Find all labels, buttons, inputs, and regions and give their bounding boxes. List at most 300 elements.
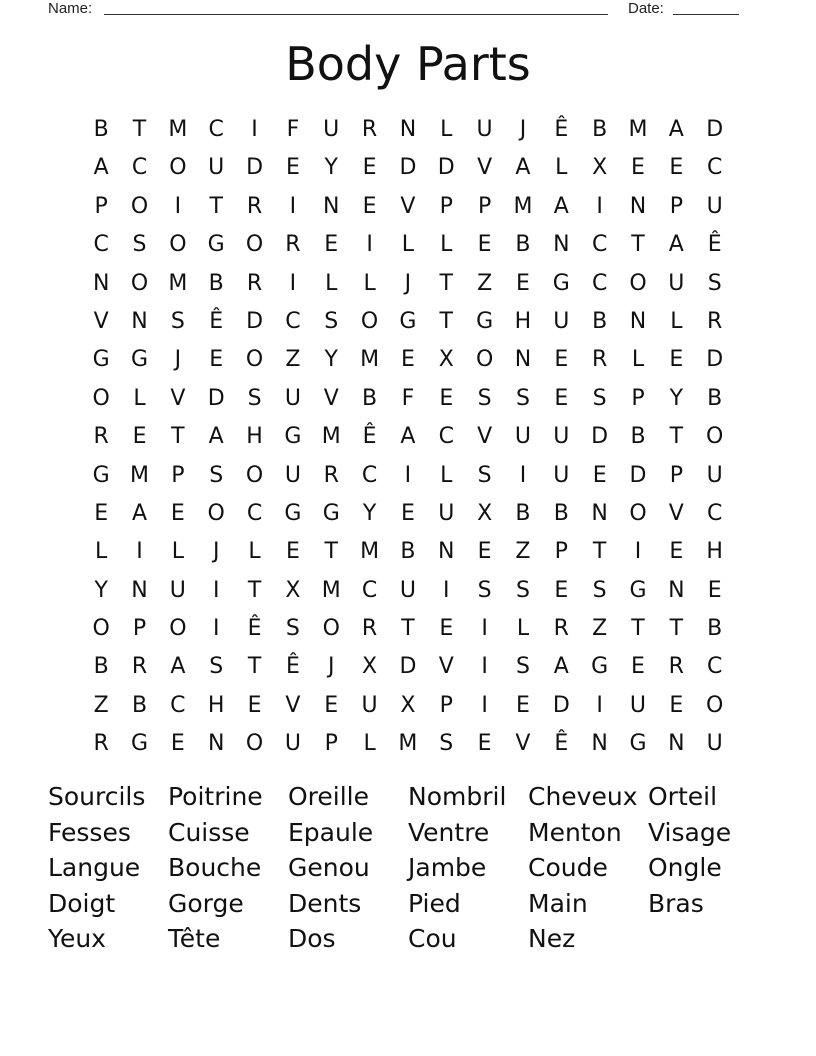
grid-letter: E [400,500,415,526]
grid-letter: Ê [209,308,224,334]
grid-letter: S [170,308,185,334]
grid-row [82,457,734,495]
grid-letter: L [95,539,108,565]
grid-letter: T [439,308,453,334]
grid-letter: E [631,155,645,181]
grid-letter: E [707,577,722,603]
grid-letter: U [438,500,455,526]
grid-letter: P [132,616,147,642]
grid-letter: I [596,692,603,718]
grid-letter: L [363,270,376,296]
word-list-item: Menton [528,817,622,847]
grid-row [82,610,734,648]
grid-letter: U [284,462,301,488]
grid-letter: B [553,500,569,526]
grid-letter: U [668,270,685,296]
grid-letter: C [170,692,186,718]
word-list-item: Langue [48,853,141,883]
grid-letter: T [669,424,684,450]
grid-row [82,380,734,418]
grid-letter: G [399,308,417,334]
word-list-item: Ventre [408,817,490,847]
grid-letter: M [628,117,648,142]
word-list-item: Ongle [648,853,722,883]
grid-letter: I [289,193,297,219]
grid-letter: G [322,500,340,526]
grid-letter: L [440,462,453,488]
grid-letter: I [212,577,220,603]
grid-row [82,533,734,571]
grid-letter: L [440,117,453,142]
grid-letter: G [629,577,647,603]
grid-letter: R [93,731,109,757]
grid-letter: A [400,424,416,450]
grid-letter: D [207,385,225,411]
grid-letter: L [670,308,683,334]
grid-letter: T [132,117,147,142]
word-list [48,779,778,957]
grid-letter: E [209,347,224,373]
word-list-item: Genou [288,853,370,883]
word-list-item: Jambe [408,853,487,883]
grid-letter: L [516,616,530,642]
grid-letter: G [92,462,110,488]
grid-letter: O [207,500,225,526]
grid-letter: N [668,577,685,603]
word-list-item: Gorge [168,888,244,918]
grid-letter: Y [669,385,684,411]
grid-letter: O [169,616,187,642]
grid-letter: E [247,692,262,718]
grid-letter: D [706,117,724,142]
grid-letter: G [130,347,149,373]
grid-letter: E [400,347,415,373]
grid-letter: P [439,692,453,718]
grid-letter: I [136,539,143,565]
grid-letter: V [285,692,301,718]
grid-letter: G [591,654,609,680]
grid-letter: E [477,232,492,258]
grid-letter: C [285,308,301,334]
grid-letter: N [323,193,340,219]
grid-letter: L [555,155,568,181]
grid-letter: G [476,308,494,334]
grid-letter: O [706,692,724,718]
grid-letter: U [706,462,723,488]
grid-letter: P [554,539,568,565]
grid-letter: B [707,616,723,642]
grid-letter: S [209,462,224,488]
grid-letter: E [516,692,530,718]
grid-letter: E [132,424,147,450]
grid-letter: V [477,424,493,450]
grid-letter: V [668,500,684,526]
grid-letter: T [592,539,607,565]
grid-letter: S [209,654,224,680]
grid-row [82,725,734,763]
grid-letter: E [592,462,607,488]
grid-letter: U [553,308,570,334]
grid-letter: Z [93,692,109,718]
word-list-item: Cheveux [528,782,638,811]
word-list-item: Dos [288,924,336,954]
grid-letter: R [246,193,263,219]
grid-letter: N [438,539,455,565]
grid-letter: J [327,654,335,680]
grid-letter: E [669,155,684,181]
grid-letter: S [132,232,147,258]
grid-letter: U [361,692,378,718]
grid-letter: O [92,616,110,642]
grid-row [82,341,734,379]
grid-letter: R [93,424,109,450]
grid-letter: L [248,539,261,565]
name-label: Name: [48,0,93,17]
grid-letter: C [361,577,378,603]
grid-row [82,687,734,725]
grid-letter: U [553,462,570,488]
grid-letter: B [93,117,109,142]
grid-letter: U [706,731,723,757]
header-row [48,0,768,20]
grid-letter: S [592,385,607,411]
grid-letter: B [592,117,608,142]
grid-letter: I [212,616,220,642]
grid-row [82,265,734,303]
grid-letter: H [706,539,723,565]
grid-letter: F [286,117,300,142]
grid-row [82,303,734,341]
grid-letter: S [707,270,722,296]
grid-letter: N [553,232,570,258]
grid-letter: J [404,270,412,296]
grid-letter: I [481,692,488,718]
grid-letter: G [130,731,149,757]
grid-letter: A [668,117,684,142]
grid-letter: N [591,500,608,526]
grid-letter: O [130,270,149,296]
grid-letter: P [477,193,492,219]
grid-letter: C [706,500,723,526]
grid-letter: U [514,424,531,450]
grid-letter: C [706,654,723,680]
grid-letter: S [477,462,492,488]
grid-letter: R [707,308,723,334]
grid-letter: I [634,539,642,565]
grid-letter: D [437,155,455,181]
grid-letter: A [553,654,569,680]
grid-letter: N [207,731,225,757]
grid-letter: D [591,424,609,450]
grid-letter: E [554,577,569,603]
grid-letter: B [515,500,531,526]
word-list-item: Cou [408,924,457,954]
grid-letter: V [323,385,339,411]
grid-letter: V [400,193,416,219]
grid-letter: E [477,731,492,757]
grid-letter: E [554,385,569,411]
grid-letter: C [438,424,454,450]
grid-letter: A [668,232,684,258]
grid-letter: C [93,232,109,258]
grid-letter: V [170,385,186,411]
word-list-item: Visage [648,817,732,847]
grid-letter: D [246,308,264,334]
grid-letter: L [325,270,338,296]
word-search-grid [82,111,734,764]
grid-row [82,188,734,226]
grid-letter: G [207,232,225,258]
grid-letter: D [629,462,647,488]
grid-letter: V [515,731,531,757]
grid-letter: X [285,577,301,603]
grid-letter: B [630,424,646,450]
word-list-item: Epaule [288,817,374,847]
grid-letter: A [131,500,148,526]
grid-letter: A [93,155,109,181]
grid-letter: N [399,117,417,142]
grid-letter: M [168,270,188,296]
grid-letter: I [174,193,182,219]
word-list-item: Oreille [288,782,370,811]
grid-letter: B [362,385,378,411]
grid-letter: O [245,232,264,258]
grid-letter: E [669,347,684,373]
grid-letter: P [669,462,683,488]
grid-letter: Z [592,616,608,642]
grid-letter: S [477,577,492,603]
grid-letter: B [131,692,148,718]
grid-letter: R [553,616,569,642]
grid-letter: J [174,347,182,373]
name-line [104,14,608,15]
grid-letter: R [246,270,263,296]
grid-letter: I [519,462,527,488]
grid-letter: E [324,692,339,718]
grid-letter: R [131,654,148,680]
grid-letter: Ê [285,654,300,680]
grid-letter: T [247,654,262,680]
grid-letter: E [170,731,185,757]
page-title: Body Parts [285,37,531,91]
grid-letter: E [669,692,684,718]
grid-letter: O [245,462,264,488]
grid-letter: G [552,270,570,296]
grid-letter: Z [285,347,301,373]
word-list-item: Main [528,888,588,918]
grid-letter: C [591,270,608,296]
grid-letter: E [631,654,645,680]
grid-letter: S [477,385,492,411]
grid-letter: E [285,539,300,565]
grid-letter: D [399,654,417,680]
grid-letter: M [398,731,418,757]
grid-letter: G [284,424,302,450]
grid-letter: H [246,424,263,450]
word-list-item: Tête [168,924,221,954]
grid-letter: A [208,424,224,450]
grid-letter: S [324,308,339,334]
word-list-item: Coude [528,853,608,883]
grid-row [82,111,734,149]
grid-letter: L [401,232,415,258]
grid-row [82,495,734,533]
grid-letter: O [245,347,264,373]
word-list-item: Doigt [48,888,116,918]
grid-letter: B [515,232,531,258]
grid-letter: L [440,232,453,258]
grid-letter: C [361,462,378,488]
grid-letter: D [399,155,417,181]
grid-letter: R [285,232,301,258]
grid-letter: R [361,616,378,642]
grid-letter: V [93,308,109,334]
grid-letter: G [92,347,110,373]
grid-letter: O [245,731,264,757]
grid-letter: Ê [247,616,262,642]
grid-letter: C [591,232,608,258]
grid-letter: E [669,539,684,565]
grid-letter: T [171,424,185,450]
grid-letter: N [668,731,685,757]
grid-letter: N [629,308,647,334]
grid-letter: G [629,731,647,757]
grid-letter: N [591,731,608,757]
grid-letter: Z [515,539,531,565]
grid-letter: U [706,193,723,219]
grid-letter: X [362,654,378,680]
grid-letter: N [92,270,110,296]
grid-letter: U [208,155,225,181]
grid-letter: P [171,462,185,488]
grid-letter: I [443,577,450,603]
grid-letter: N [131,577,148,603]
grid-letter: B [707,385,723,411]
grid-letter: R [591,347,608,373]
grid-letter: L [133,385,146,411]
grid-letter: S [285,616,300,642]
grid-letter: E [439,385,454,411]
grid-letter: Ê [362,424,377,450]
grid-letter: O [169,155,187,181]
grid-letter: C [246,500,263,526]
word-list-item: Dents [288,888,362,918]
grid-letter: O [629,500,647,526]
grid-letter: B [93,654,109,680]
date-label: Date: [628,0,664,17]
grid-letter: M [360,539,380,565]
grid-letter: O [169,232,187,258]
grid-letter: Y [324,347,338,373]
grid-letter: P [324,731,338,757]
grid-letter: T [247,577,262,603]
grid-letter: P [669,193,683,219]
grid-row [82,648,734,686]
grid-letter: L [171,539,184,565]
word-list-item: Yeux [48,924,106,954]
word-list-item: Cuisse [168,817,250,847]
word-list-item: Poitrine [168,782,263,811]
grid-letter: U [629,692,647,718]
date-line [673,14,739,15]
grid-letter: V [477,155,493,181]
grid-letter: M [513,193,533,219]
grid-letter: J [212,539,220,565]
grid-letter: U [553,424,570,450]
word-list-item: Nombril [408,782,507,811]
grid-letter: A [553,193,569,219]
grid-letter: E [477,539,492,565]
word-list-item: Orteil [648,782,718,811]
grid-letter: O [475,347,494,373]
grid-letter: C [208,117,224,142]
grid-letter: H [514,308,532,334]
grid-letter: T [631,616,645,642]
word-list-item: Bras [648,888,704,918]
grid-letter: E [94,500,109,526]
grid-letter: T [669,616,684,642]
grid-row [82,226,734,264]
grid-letter: S [515,577,530,603]
grid-letter: P [94,193,108,219]
grid-letter: R [323,462,339,488]
grid-letter: Ê [554,731,569,757]
grid-letter: O [706,424,724,450]
grid-letter: I [366,232,373,258]
grid-letter: E [285,155,300,181]
grid-letter: V [438,654,454,680]
grid-letter: E [324,232,339,258]
grid-letter: R [668,654,684,680]
grid-letter: S [592,577,607,603]
grid-letter: S [515,385,530,411]
grid-letter: X [477,500,493,526]
grid-letter: B [400,539,416,565]
grid-letter: M [130,462,149,488]
grid-letter: L [631,347,645,373]
grid-letter: E [439,616,454,642]
grid-row [82,418,734,456]
grid-letter: S [515,654,530,680]
grid-letter: U [169,577,186,603]
grid-letter: H [207,692,225,718]
grid-letter: U [284,385,301,411]
grid-letter: N [514,347,532,373]
grid-letter: N [131,308,148,334]
word-list-item: Fesses [48,817,131,847]
grid-letter: I [289,270,297,296]
grid-letter: X [592,155,608,181]
grid-letter: E [554,347,569,373]
grid-letter: G [284,500,302,526]
grid-letter: R [361,117,378,142]
grid-letter: A [515,155,531,181]
grid-letter: M [321,424,341,450]
grid-letter: B [208,270,224,296]
grid-letter: J [519,117,527,142]
grid-letter: P [439,193,453,219]
grid-letter: E [362,193,377,219]
grid-letter: X [438,347,454,373]
grid-letter: T [631,232,645,258]
grid-letter: I [481,654,488,680]
grid-letter: T [401,616,415,642]
grid-letter: P [631,385,645,411]
grid-letter: Ê [554,117,569,142]
grid-row [82,149,734,187]
grid-letter: I [404,462,412,488]
grid-letter: E [516,270,530,296]
